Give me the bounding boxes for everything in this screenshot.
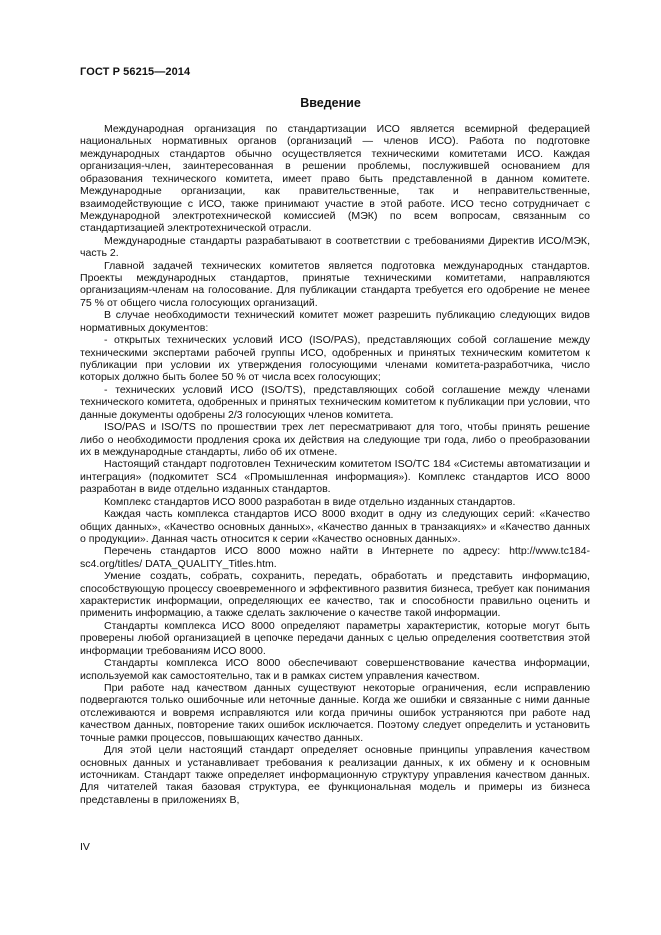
section-title: Введение [300, 96, 361, 110]
paragraph: Стандарты комплекса ИСО 8000 обеспечивают совершенствование качества информации, используемой как самостоятельно, так и в рамках систем управления качеством. [80, 657, 590, 682]
paragraph: Перечень стандартов ИСО 8000 можно найти в Интернете по адресу: http://www.tc184-sc4.org/titles/ DATA_QUALITY_Titles.htm. [80, 545, 590, 570]
list-item: - технических условий ИСО (ISO/TS), представляющих собой соглашение между членами технического комитета, одобренных и принятых техническим комитетом к публикации при условии, что данные документы одобрены 2/3 голосующих членов комитета. [80, 383, 590, 421]
paragraph: ISO/PAS и ISO/TS по прошествии трех лет пересматривают для того, чтобы принять решение либо о необходимости продления срока их действия на следующие три года, либо о преобразовании их в международные стандарты, либо об их отмене. [80, 421, 590, 458]
paragraph: При работе над качеством данных существуют некоторые ограничения, если исправлению подвергаются только ошибочные или неточные данные. Когда же ошибки и связанные с ними данные отслеживаются и вовремя исправляются или когда причины ошибок устраняются при работе над качеством данных, повторение таких ошибок исключается. Поэтому следует определить и установить точные рамки процессов, повышающих качество данных. [80, 681, 590, 744]
list-item: - открытых технических условий ИСО (ISO/PAS), представляющих собой соглашение между техническими экспертами рабочей группы ИСО, одобренных и принятых техническим комитетом к публикации при условии их утверждения голосующими членами комитета-разработчика, число которых должно быть более 50 % от числа всех голосующих; [80, 334, 590, 384]
page-number: IV [80, 841, 90, 853]
standard-code: ГОСТ Р 56215—2014 [80, 66, 191, 78]
paragraph: Настоящий стандарт подготовлен Техническим комитетом ISO/TC 184 «Системы автоматизации и интеграция» (подкомитет SC4 «Промышленная информация»). Комплекс стандартов ИСО 8000 разработан в виде отдельно изданных стандартов. [80, 458, 590, 496]
body-text [80, 123, 590, 806]
paragraph: Умение создать, собрать, сохранить, передать, обработать и представить информацию, способствующую процессу своевременного и эффективного развития бизнеса, требует как понимания характеристик информации, определяющих ее качество, так и способности правильно оценить и применить информацию, а также сделать заключение о качестве такой информации. [80, 570, 590, 620]
paragraph: Международные стандарты разрабатывают в соответствии с требованиями Директив ИСО/МЭК, часть 2. [80, 234, 590, 260]
paragraph: Международная организация по стандартизации ИСО является всемирной федерацией национальных нормативных органов (организаций — членов ИСО). Работа по подготовке международных стандартов обычно осуществляется техническими комитетами ИСО. Каждая организация-член, заинтересованная в решении проблемы, послужившей основанием для образования технического комитета, имеет право быть представленной в данном комитете. Международные организации, как правительственные, так и неправительственные, взаимодействующие с ИСО, также принимают участие в этой работе. ИСО тесно сотрудничает с Международной электротехнической комиссией (МЭК) по всем вопросам, связанным со стандартизацией электротехнической отрасли. [80, 123, 590, 235]
paragraph: Комплекс стандартов ИСО 8000 разработан в виде отдельно изданных стандартов. [104, 495, 516, 508]
paragraph: Главной задачей технических комитетов является подготовка международных стандартов. Проекты международных стандартов, принятые техническими комитетами, направляются организациям-членам на голосование. Для публикации стандарта требуется его одобрение не менее 75 % от общего числа голосующих организаций. [80, 259, 590, 309]
paragraph: Каждая часть комплекса стандартов ИСО 8000 входит в одну из следующих серий: «Качество общих данных», «Качество основных данных», «Качество данных в транзакциях» и «Качество данных о продукции». Данная часть относится к серии «Качество основных данных». [80, 508, 590, 545]
paragraph: Для этой цели настоящий стандарт определяет основные принципы управления качеством основных данных и устанавливает требования к реализации данных, к их обмену и к основным источникам. Стандарт также определяет информационную структуру управления качеством данных. Для читателей такая базовая структура, ее функциональная модель и примеры из бизнеса представлены в приложениях В, [80, 744, 590, 806]
paragraph: В случае необходимости технический комитет может разрешить публикацию следующих видов нормативных документов: [80, 309, 590, 334]
paragraph: Стандарты комплекса ИСО 8000 определяют параметры характеристик, которые могут быть проверены любой организацией в цепочке передачи данных с целью определения соответствия этой информации требованиям ИСО 8000. [80, 619, 590, 657]
